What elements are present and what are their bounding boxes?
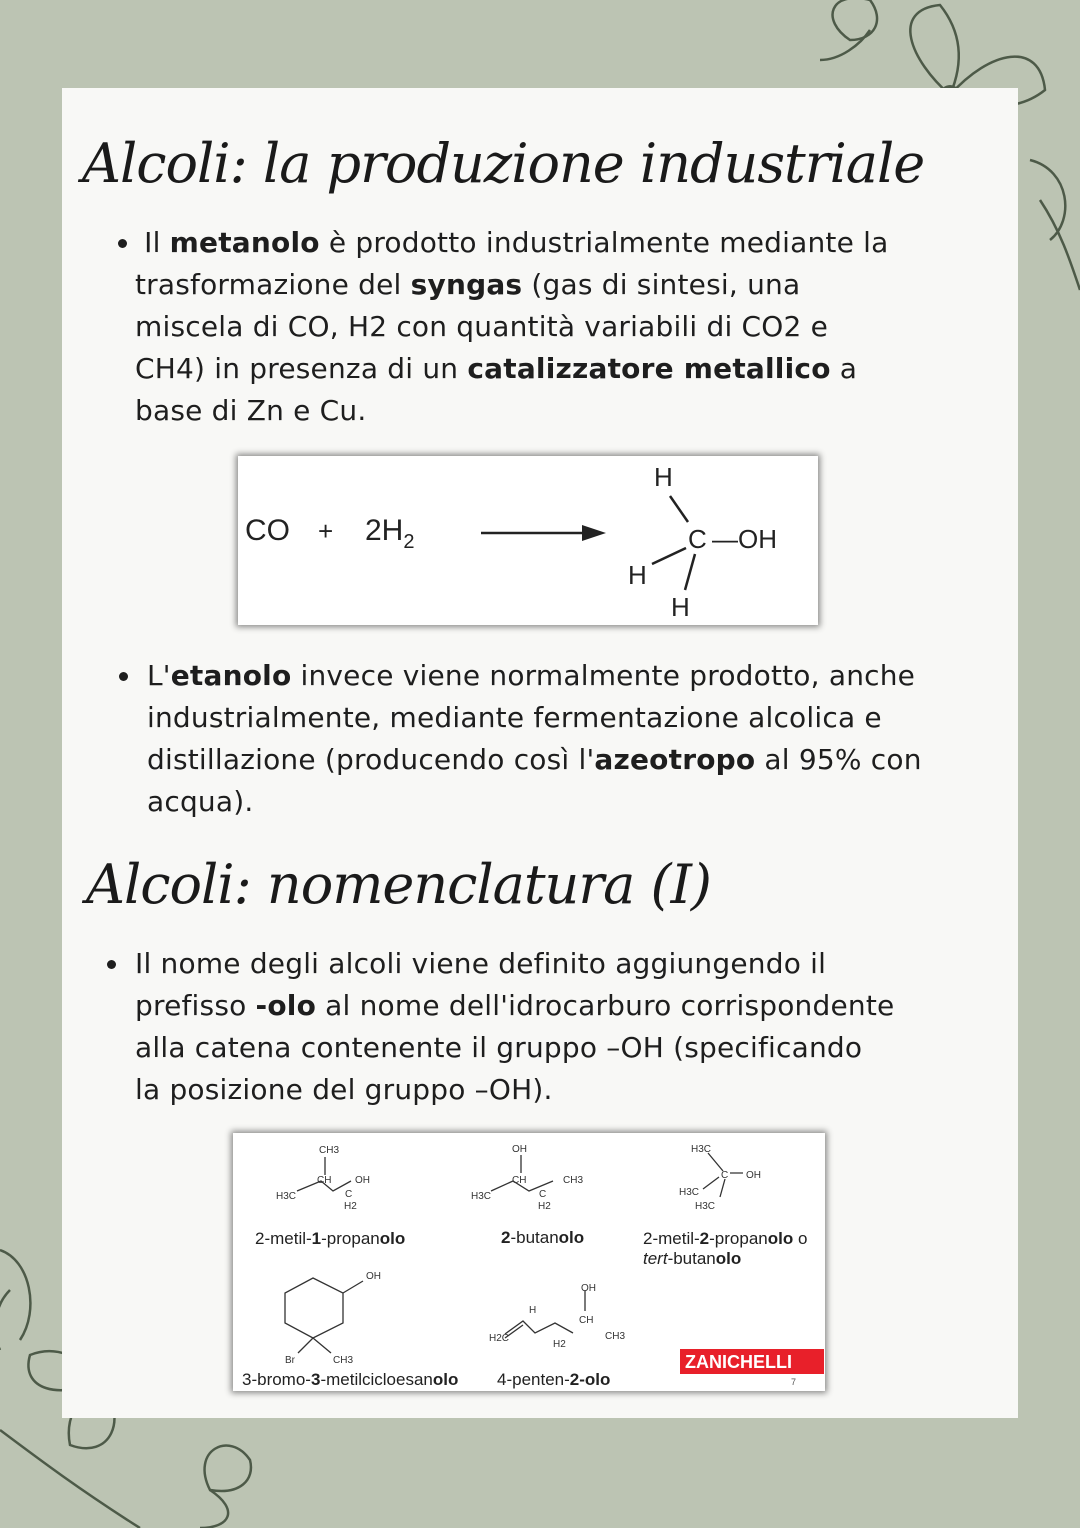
paragraph-etanolo xyxy=(147,655,922,823)
name-2-butanolo: 2-butanolo xyxy=(501,1228,585,1247)
name-4-penten-2-olo: 4-penten-2-olo xyxy=(497,1370,611,1389)
svg-text:2H2 xyxy=(365,514,414,553)
arrow-head-icon xyxy=(582,525,606,541)
bold-term: metanolo xyxy=(169,226,320,259)
text: industrialmente, mediante fermentazione alcolica e xyxy=(147,701,882,734)
name-2-metil-2-propanolo: 2-metil-2-propanolo o xyxy=(643,1229,808,1248)
atom-label: CH xyxy=(579,1315,594,1326)
publisher-logo-text: ZANICHELLI xyxy=(685,1352,792,1372)
atom-label: H3C xyxy=(695,1201,716,1212)
text: base di Zn e Cu. xyxy=(135,394,367,427)
section-title-produzione: Alcoli: la produzione industriale xyxy=(82,132,925,195)
text: prefisso xyxy=(135,989,256,1022)
text: al nome dell'idrocarburo corrispondente xyxy=(316,989,895,1022)
atom-label: CH3 xyxy=(605,1331,626,1342)
section-title-nomenclatura: Alcoli: nomenclatura (I) xyxy=(86,853,711,916)
atom-label: H3C xyxy=(276,1191,297,1202)
subscript: 2 xyxy=(403,531,415,553)
text: a xyxy=(830,352,858,385)
bold-term: -olo xyxy=(255,989,317,1022)
reagent-h2: 2H xyxy=(365,514,404,547)
atom-label: OH xyxy=(581,1283,596,1294)
atom-label: CH3 xyxy=(319,1145,340,1156)
bold-term: azeotropo xyxy=(594,743,756,776)
atom-h: H xyxy=(628,560,647,590)
atom-label: CH3 xyxy=(563,1175,584,1186)
text: (gas di sintesi, una xyxy=(522,268,801,301)
slide-number: 7 xyxy=(791,1377,797,1387)
atom-label: OH xyxy=(746,1170,761,1181)
text: trasformazione del xyxy=(135,268,411,301)
reagent-co: CO xyxy=(245,514,290,547)
atom-h: H xyxy=(654,462,673,492)
atom-label: H2 xyxy=(344,1201,357,1212)
text: invece viene normalmente prodotto, anche xyxy=(291,659,916,692)
atom-label: C xyxy=(721,1170,729,1181)
atom-label: H3C xyxy=(471,1191,492,1202)
text: distillazione (producendo così l' xyxy=(147,743,595,776)
atom-label: C xyxy=(539,1189,547,1200)
nomenclature-figure xyxy=(233,1133,825,1391)
bullet-marker xyxy=(119,672,128,681)
paragraph-nomenclatura xyxy=(135,943,894,1111)
bold-term: catalizzatore metallico xyxy=(467,352,831,385)
bullet-marker xyxy=(107,960,116,969)
atom-label: OH xyxy=(366,1271,381,1282)
atom-h: H xyxy=(671,592,690,622)
name-3-bromo-3-metilcicloesanolo: 3-bromo-3-metilcicloesanolo xyxy=(242,1370,459,1389)
text: Il xyxy=(144,226,170,259)
atom-label: H2C xyxy=(489,1333,510,1344)
atom-label: CH3 xyxy=(333,1355,354,1366)
plus-sign: + xyxy=(318,516,334,546)
atom-label: C xyxy=(345,1189,353,1200)
atom-label: H xyxy=(529,1305,537,1316)
reaction-image xyxy=(238,456,818,625)
text: CH4) in presenza di un xyxy=(135,352,468,385)
atom-c: C xyxy=(688,524,707,554)
atom-label: OH xyxy=(512,1144,527,1155)
atom-label: H2 xyxy=(553,1339,566,1350)
name-tert-butanolo: tert-butanolo xyxy=(643,1249,742,1268)
text: acqua). xyxy=(147,785,254,818)
text: la posizione del gruppo –OH). xyxy=(135,1073,553,1106)
name-2-metil-1-propanolo: 2-metil-1-propanolo xyxy=(255,1229,406,1248)
atom-label: CH xyxy=(512,1175,527,1186)
text: miscela di CO, H2 con quantità variabili di CO2 e xyxy=(135,310,829,343)
atom-label: H3C xyxy=(679,1187,700,1198)
text: L' xyxy=(147,659,171,692)
atom-label: OH xyxy=(355,1175,370,1186)
text: al 95% con xyxy=(755,743,922,776)
atom-label: H2 xyxy=(538,1201,551,1212)
bold-term: syngas xyxy=(410,268,523,301)
paragraph-metanolo xyxy=(135,222,888,432)
text: alla catena contenente il gruppo –OH (specificando xyxy=(135,1031,863,1064)
text: è prodotto industrialmente mediante la xyxy=(319,226,889,259)
bold-term: etanolo xyxy=(170,659,292,692)
atom-label: Br xyxy=(285,1355,295,1366)
text: Il nome degli alcoli viene definito aggiungendo il xyxy=(135,947,827,980)
atom-oh: —OH xyxy=(712,524,777,554)
atom-label: CH xyxy=(317,1175,332,1186)
atom-label: H3C xyxy=(691,1144,712,1155)
bullet-marker xyxy=(118,239,127,248)
